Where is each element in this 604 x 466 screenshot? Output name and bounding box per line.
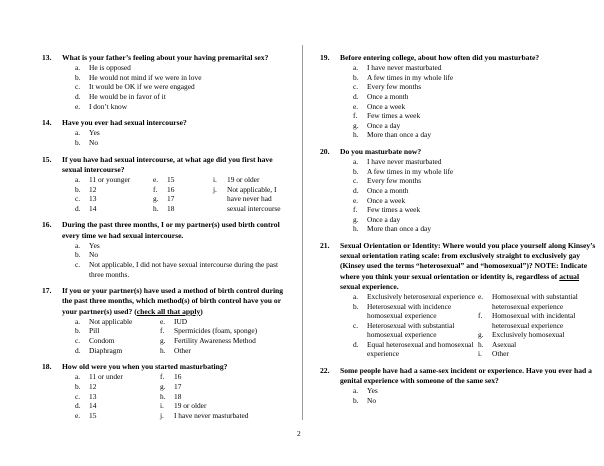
option-letter: e.	[160, 316, 166, 326]
option-text: Exclusively homosexual	[492, 330, 565, 340]
option-letter: a.	[75, 372, 81, 382]
answer-option[interactable]	[160, 372, 290, 382]
option-letter: j.	[160, 410, 164, 420]
option-text: No	[367, 396, 377, 406]
answer-option[interactable]	[75, 102, 294, 112]
option-letter: g.	[353, 120, 359, 130]
option-text: 14	[89, 401, 97, 411]
option-letter: d.	[75, 401, 81, 411]
question-text-part1: Sexual Orientation or Identity: Where would you place yourself along Kinsey’s sexual orientation rating scale: from exclusively straight to exclusively gay (Kinsey used the terms “heterosexual” and “homosexual”)? NOTE: Indicate where you think your sexual orientation or identity is, regardless of	[340, 240, 596, 281]
option-letter: a.	[353, 157, 359, 167]
option-letter: a.	[75, 316, 81, 326]
option-letter: h.	[353, 224, 359, 234]
question-text: If you have had sexual intercourse, at what age did you first have sexual intercourse?	[62, 154, 273, 174]
question-18	[42, 362, 294, 420]
answer-option[interactable]	[353, 386, 598, 396]
option-letter: e.	[353, 195, 359, 205]
option-letter: b.	[75, 250, 81, 260]
option-text: He would be in favor of it	[89, 91, 166, 101]
answer-option[interactable]	[478, 292, 604, 311]
answer-option[interactable]	[75, 82, 294, 92]
answer-option[interactable]	[353, 196, 598, 206]
answer-option[interactable]	[75, 241, 294, 251]
option-text: 14	[89, 203, 97, 213]
question-number: 18.	[42, 362, 52, 372]
answer-option[interactable]	[353, 186, 598, 196]
answer-option[interactable]	[353, 205, 598, 215]
option-letter: g.	[160, 335, 166, 345]
answer-option[interactable]	[75, 260, 294, 279]
option-letter: c.	[75, 259, 81, 269]
option-letter: b.	[75, 381, 81, 391]
question-number: 21.	[320, 240, 330, 250]
answer-list	[62, 128, 294, 147]
option-letter: e.	[353, 101, 359, 111]
answer-option[interactable]	[75, 346, 160, 356]
option-letter: f.	[353, 205, 358, 215]
answer-option[interactable]	[478, 349, 604, 359]
question-17	[42, 286, 294, 355]
answer-option[interactable]	[353, 176, 598, 186]
answer-option[interactable]	[75, 372, 160, 382]
option-letter: b.	[353, 72, 359, 82]
option-text: Not applicable	[89, 316, 133, 326]
question-text-underlined: actual	[559, 271, 580, 281]
option-text: I have never masturbated	[367, 157, 442, 167]
option-letter: d.	[75, 345, 81, 355]
answer-option[interactable]	[160, 401, 290, 411]
question-text	[62, 286, 294, 317]
answer-option[interactable]	[353, 130, 598, 140]
option-text: Heterosexual with substantial homosexual experience	[367, 320, 455, 340]
answer-column-3	[213, 175, 289, 213]
option-letter: a.	[75, 240, 81, 250]
option-text: 18	[167, 203, 175, 213]
answer-option[interactable]	[353, 92, 598, 102]
option-letter: c.	[75, 194, 81, 204]
option-letter: b.	[75, 326, 81, 336]
option-letter: c.	[353, 176, 359, 186]
option-letter: c.	[75, 391, 81, 401]
answer-option[interactable]	[353, 167, 598, 177]
option-text: Few times a week	[367, 111, 421, 121]
answer-option[interactable]	[478, 311, 604, 330]
answer-list	[62, 317, 294, 355]
answer-option[interactable]	[353, 63, 598, 73]
answer-option[interactable]	[353, 224, 598, 234]
option-letter: g.	[153, 194, 159, 204]
question-14	[42, 118, 294, 147]
option-text: Pill	[89, 326, 100, 336]
answer-option[interactable]	[75, 411, 160, 421]
answer-column-2	[153, 175, 213, 213]
option-text: Heterosexual with incidence homosexual experience	[367, 301, 452, 321]
answer-option[interactable]	[353, 321, 478, 340]
option-text: Every few months	[367, 82, 422, 92]
option-text: I don’t know	[89, 101, 128, 111]
answer-option[interactable]	[353, 215, 598, 225]
option-letter: b.	[75, 72, 81, 82]
option-letter: i.	[160, 401, 164, 411]
answer-option[interactable]	[160, 346, 300, 356]
question-13	[42, 53, 294, 111]
option-letter: b.	[75, 137, 81, 147]
option-text: Once a day	[367, 214, 401, 224]
option-text: 13	[89, 194, 97, 204]
option-text: I have never masturbated	[367, 63, 442, 73]
option-text: Not applicable, I have never had sexual intercourse	[227, 184, 281, 213]
option-text: A few times in my whole life	[367, 72, 454, 82]
option-letter: g.	[478, 330, 484, 340]
question-number: 15.	[42, 154, 52, 164]
question-text: Before entering college, about how often did you masturbate?	[340, 53, 540, 62]
answer-option[interactable]	[478, 330, 604, 340]
answer-list	[340, 63, 598, 140]
question-text: Do you masturbate now?	[340, 146, 422, 156]
question-text: How old were you when you started masturbating?	[62, 362, 228, 372]
option-text: Yes	[89, 128, 100, 138]
option-letter: h.	[353, 130, 359, 140]
answer-option[interactable]	[75, 194, 153, 204]
option-text: 11 or under	[89, 372, 123, 382]
answer-option[interactable]	[353, 121, 598, 131]
option-letter: a.	[353, 386, 359, 396]
answer-list	[62, 63, 294, 111]
answer-option[interactable]	[75, 138, 294, 148]
answer-option[interactable]	[75, 175, 153, 185]
answer-list	[340, 386, 598, 405]
question-text-part2: )	[200, 306, 203, 316]
option-text: Once a week	[367, 101, 406, 111]
option-text: Asexual	[492, 339, 517, 349]
question-number: 17.	[42, 286, 52, 296]
option-text: More than once a day	[367, 130, 432, 140]
answer-option[interactable]	[75, 336, 160, 346]
answer-option[interactable]	[75, 392, 160, 402]
answer-option[interactable]	[478, 340, 604, 350]
answer-option[interactable]	[75, 204, 153, 214]
option-text: Yes	[89, 240, 100, 250]
answer-option[interactable]	[353, 82, 598, 92]
question-text: Some people have had a same-sex incident or experience. Have you ever had a genital experience with someone of the same sex?	[340, 366, 592, 386]
option-text: I have never masturbated	[174, 410, 249, 420]
question-text-part1: If you or your partner(s) have used a method of birth control during the past three months, which method(s) of birth control have you or your partner(s) used? (	[62, 286, 284, 316]
answer-option[interactable]	[353, 102, 598, 112]
question-number: 22.	[320, 366, 330, 376]
option-text: Once a week	[367, 195, 406, 205]
option-letter: h.	[478, 339, 484, 349]
option-letter: a.	[353, 291, 359, 301]
option-letter: f.	[353, 111, 358, 121]
question-21	[320, 241, 598, 359]
option-text: 17	[167, 194, 175, 204]
answer-option[interactable]	[353, 292, 478, 302]
answer-option[interactable]	[213, 185, 289, 214]
question-number: 14.	[42, 118, 52, 128]
question-22	[320, 366, 598, 406]
option-text: It would be OK if we were engaged	[89, 82, 195, 92]
answer-column-2	[160, 372, 290, 420]
answer-option[interactable]	[75, 401, 160, 411]
option-letter: g.	[160, 381, 166, 391]
question-text-underlined: check all that apply	[136, 306, 201, 316]
question-15	[42, 155, 294, 214]
option-text: More than once a day	[367, 224, 432, 234]
option-text: 12	[89, 184, 97, 194]
option-letter: a.	[75, 63, 81, 73]
option-text: No	[89, 137, 99, 147]
option-text: IUD	[174, 316, 188, 326]
answer-option[interactable]	[153, 204, 213, 214]
option-text: 16	[167, 184, 175, 194]
answer-option[interactable]	[153, 185, 213, 195]
answer-option[interactable]	[153, 194, 213, 204]
question-number: 16.	[42, 220, 52, 230]
option-letter: e.	[75, 101, 81, 111]
answer-option[interactable]	[353, 157, 598, 167]
option-letter: h.	[160, 345, 166, 355]
option-letter: a.	[353, 63, 359, 73]
answer-option[interactable]	[213, 175, 289, 185]
answer-option[interactable]	[160, 336, 300, 346]
answer-list	[340, 157, 598, 234]
question-text: What is your father’s feeling about your having premarital sex?	[62, 53, 269, 62]
option-text: Equal heterosexual and homosexual experience	[367, 339, 474, 359]
option-text: Once a month	[367, 91, 409, 101]
answer-option[interactable]	[75, 63, 294, 73]
option-letter: d.	[353, 339, 359, 349]
option-letter: e.	[75, 410, 81, 420]
option-letter: f.	[478, 311, 483, 321]
option-text: 13	[89, 391, 97, 401]
option-text: Exclusively heterosexual experience	[367, 291, 475, 301]
option-letter: i.	[478, 349, 482, 359]
answer-column-2	[160, 317, 300, 355]
answer-option[interactable]	[160, 411, 290, 421]
answer-option[interactable]	[353, 111, 598, 121]
option-letter: a.	[75, 174, 81, 184]
option-text: Other	[174, 345, 191, 355]
answer-option[interactable]	[75, 73, 294, 83]
option-text: 15	[89, 410, 97, 420]
right-column	[302, 0, 604, 427]
answer-option[interactable]	[353, 302, 478, 321]
answer-list	[340, 292, 598, 359]
option-text: 19 or older	[227, 174, 260, 184]
answer-option[interactable]	[160, 326, 300, 336]
answer-option[interactable]	[75, 326, 160, 336]
option-text: Spermicides (foam, sponge)	[174, 326, 258, 336]
answer-list	[62, 372, 294, 420]
option-text: 19 or older	[174, 401, 207, 411]
option-letter: d.	[75, 203, 81, 213]
question-16	[42, 220, 294, 279]
option-text: Few times a week	[367, 205, 421, 215]
option-letter: f.	[160, 326, 165, 336]
answer-option[interactable]	[353, 340, 478, 359]
answer-column-1	[75, 317, 160, 355]
option-text: 12	[89, 381, 97, 391]
option-text: Yes	[367, 386, 378, 396]
option-text: Once a month	[367, 185, 409, 195]
option-letter: h.	[153, 203, 159, 213]
option-letter: j.	[213, 184, 217, 194]
option-letter: c.	[353, 82, 359, 92]
left-column	[0, 0, 302, 427]
option-letter: g.	[353, 214, 359, 224]
answer-list	[62, 175, 294, 213]
answer-list	[62, 241, 294, 279]
option-text: Every few months	[367, 176, 422, 186]
option-text: Not applicable, I did not have sexual intercourse during the past three months.	[89, 259, 279, 279]
option-text: 18	[174, 391, 182, 401]
answer-column-1	[75, 175, 153, 213]
option-text: A few times in my whole life	[367, 166, 454, 176]
answer-option[interactable]	[75, 185, 153, 195]
option-text: No	[89, 250, 99, 260]
answer-column-1	[353, 292, 478, 359]
option-letter: a.	[75, 128, 81, 138]
answer-option[interactable]	[153, 175, 213, 185]
option-text: 17	[174, 381, 182, 391]
answer-option[interactable]	[75, 92, 294, 102]
page-number: 2	[297, 429, 301, 438]
question-number: 13.	[42, 53, 52, 62]
option-letter: b.	[353, 301, 359, 311]
option-text: 11 or younger	[89, 174, 131, 184]
option-letter: b.	[75, 184, 81, 194]
option-letter: d.	[353, 91, 359, 101]
question-text: During the past three months, I or my partner(s) used birth control every time we had sexual intercourse.	[62, 220, 280, 240]
option-letter: d.	[75, 91, 81, 101]
option-letter: d.	[353, 185, 359, 195]
answer-option[interactable]	[75, 382, 160, 392]
option-letter: c.	[353, 320, 359, 330]
option-text: Homosexual with substantial heterosexual experience	[492, 291, 578, 311]
option-letter: c.	[75, 82, 81, 92]
option-text: 15	[167, 174, 175, 184]
answer-option[interactable]	[75, 128, 294, 138]
option-letter: b.	[353, 396, 359, 406]
answer-option[interactable]	[353, 396, 598, 406]
option-text: Once a day	[367, 120, 401, 130]
question-19	[320, 53, 598, 140]
answer-option[interactable]	[75, 317, 160, 327]
option-text: Condom	[89, 335, 115, 345]
question-number: 19.	[320, 53, 330, 62]
answer-column-1	[75, 372, 160, 420]
option-letter: f.	[160, 372, 165, 382]
question-text-part2: sexual experience.	[340, 281, 399, 291]
answer-option[interactable]	[75, 250, 294, 260]
answer-column-2	[478, 292, 604, 359]
option-letter: f.	[153, 184, 158, 194]
option-text: He would not mind if we were in love	[89, 72, 202, 82]
option-text: 16	[174, 372, 182, 382]
answer-option[interactable]	[160, 382, 290, 392]
option-letter: i.	[213, 174, 217, 184]
question-text: Have you ever had sexual intercourse?	[62, 118, 187, 128]
option-letter: e.	[153, 174, 159, 184]
option-text: Fertility Awareness Method	[174, 335, 256, 345]
option-text: He is opposed	[89, 63, 131, 73]
option-letter: e.	[478, 291, 484, 301]
option-text: Diaphragm	[89, 345, 123, 355]
question-number: 20.	[320, 146, 330, 156]
answer-option[interactable]	[160, 317, 300, 327]
option-text: Homosexual with incidental heterosexual experience	[492, 311, 576, 330]
option-letter: h.	[160, 391, 166, 401]
answer-option[interactable]	[353, 73, 598, 83]
option-letter: b.	[353, 166, 359, 176]
answer-option[interactable]	[160, 392, 290, 402]
option-text: Other	[492, 349, 509, 359]
option-letter: c.	[75, 335, 81, 345]
question-20	[320, 147, 598, 234]
question-text	[340, 241, 598, 292]
